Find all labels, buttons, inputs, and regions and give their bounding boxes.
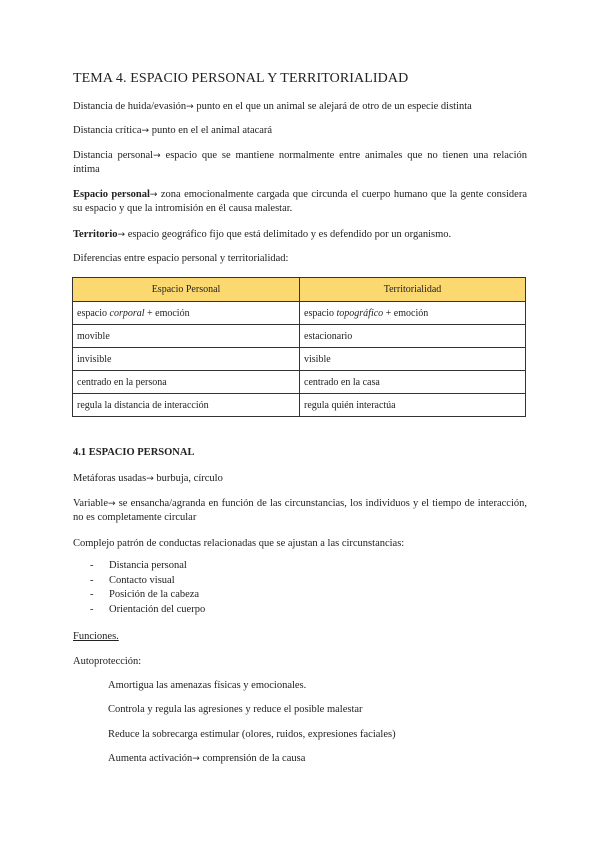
arrow-icon: → [117,230,126,240]
paragraph-distancia-huida [73,100,527,114]
paragraph-territorio [73,228,527,242]
behavior-list [90,559,205,617]
arrow-icon: → [153,151,161,161]
definition: espacio geográfico fijo que está delimitado y es defendido por un organismo. [125,229,452,240]
paragraph-metaforas [73,472,527,486]
paragraph-variable [73,497,527,525]
function-item: Amortigua las amenazas físicas y emocionales. [108,680,307,691]
term: Distancia de huida/evasión [73,101,187,112]
section-heading: 4.1 ESPACIO PERSONAL [73,447,195,458]
table-row [73,348,526,371]
table-row [73,371,526,394]
arrow-icon: → [186,102,194,112]
term: Territorio [73,229,118,240]
table-cell: estacionario [300,325,526,348]
table-header-row [73,278,526,302]
term: Variable [73,498,108,509]
comparison-table [72,277,526,417]
term: Metáforas usadas [73,473,147,484]
table-header: Espacio Personal [73,278,300,302]
paragraph-distancia-critica [73,124,527,138]
definition: punto en el el animal atacará [149,125,273,136]
paragraph-espacio-personal [73,188,527,216]
paragraph-distancia-personal [73,149,527,177]
arrow-icon: → [146,474,154,484]
funciones-heading: Funciones. [73,631,119,642]
definition: burbuja, círculo [153,473,223,484]
function-item: Reduce la sobrecarga estimular (olores, ruidos, expresiones faciales) [108,729,396,740]
function-item: Aumenta activación→ comprensión de la causa [108,753,306,764]
table-cell: regula quién interactúa [300,394,526,417]
table-row [73,302,526,325]
arrow-icon: → [107,499,116,509]
autoproteccion-label: Autoprotección: [73,656,142,667]
list-item: - Contacto visual [90,574,175,586]
list-item: - Distancia personal [90,560,187,571]
table-cell: espacio corporal + emoción [73,302,300,325]
table-cell: espacio topográfico + emoción [300,302,526,325]
definition: punto en el que un animal se alejará de otro de un especie distinta [193,101,472,112]
definition: se ensancha/agranda en función de las circunstancias, los individuos y el tiempo de interacción, no es completamente circular [73,498,527,523]
list-item: - Posición de la cabeza [90,589,200,600]
list-item: - Orientación del cuerpo [90,603,206,615]
table-row [73,325,526,348]
table-cell: movible [73,325,300,348]
table-row [73,394,526,417]
table-cell: regula la distancia de interacción [73,394,300,417]
paragraph-diferencias: Diferencias entre espacio personal y territorialidad: [73,253,289,264]
term: Distancia crítica [73,125,142,136]
definition: espacio que se mantiene normalmente entre animales que no tienen una relación íntima [73,150,527,175]
table-cell: centrado en la persona [73,371,300,394]
term: Espacio personal [73,189,150,200]
arrow-icon: → [192,754,200,764]
arrow-icon: → [149,190,158,200]
paragraph-complejo: Complejo patrón de conductas relacionadas que se ajustan a las circunstancias: [73,538,405,549]
function-item: Controla y regula las agresiones y reduce el posible malestar [108,704,363,715]
table-cell: invisible [73,348,300,371]
definition: zona emocionalmente cargada que circunda el cuerpo humano que la gente considera su espacio y que la intromisión en él causa malestar. [73,189,527,214]
arrow-icon: → [141,126,150,136]
table-cell: visible [300,348,526,371]
table-cell: centrado en la casa [300,371,526,394]
table-header: Territorialidad [300,278,526,302]
page-title: TEMA 4. ESPACIO PERSONAL Y TERRITORIALIDAD [73,71,409,86]
term: Distancia personal [73,150,154,161]
